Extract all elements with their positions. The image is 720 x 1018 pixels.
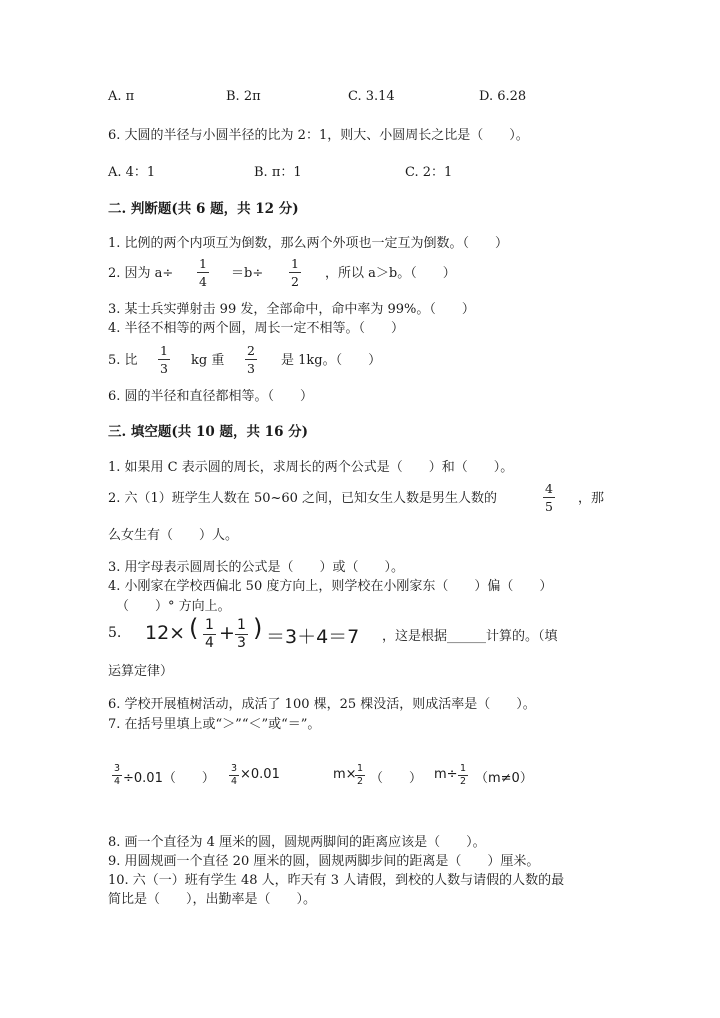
fraction-denominator: 3 [237,635,246,651]
fraction-denominator: 4 [231,776,238,787]
s2-q5-pre: 5. 比 [108,353,138,368]
fraction-numerator: 3 [231,763,238,774]
s3-q5-fraction-1 [203,618,216,651]
s3-q7-e1-op: ÷0.01（ ） [123,771,215,786]
fraction-denominator: 4 [205,635,214,651]
s3-question-10-line-2: 简比是（ ），出勤率是（ ）。 [108,892,317,907]
s2-q2-post: ，所以 a＞b。（ ） [325,266,456,281]
s3-q2-line-2: 么女生有（ ）人。 [108,528,239,543]
option-b: B. 2π [226,89,261,104]
section-3-title: 三. 填空题(共 10 题，共 16 分) [108,424,309,440]
s3-q2-post: ，那 [578,491,605,506]
fraction-denominator: 3 [247,361,255,376]
fraction-bar [197,272,209,273]
fraction-numerator: 1 [357,763,364,774]
fraction-denominator: 2 [291,274,299,289]
q6-option-c: C. 2：1 [405,165,453,180]
fraction-denominator: 3 [160,361,168,376]
s3-q7-e3-op: （ ） [370,771,423,786]
fraction-numerator: 4 [545,481,553,496]
s3-q5-tail: ，这是根据______计算的。（填 [382,629,558,644]
s3-q2-pre: 2. 六（1）班学生人数在 50~60 之间，已知女生人数是男生人数的 [108,491,498,506]
fraction-numerator: 3 [114,763,121,774]
option-a: A. π [108,89,135,104]
s2-q2-mid: ＝b÷ [231,266,264,281]
s3-q5-number: 5. [108,625,122,641]
s2-q5-mid: kg 重 [191,353,225,368]
option-d: D. 6.28 [479,89,527,104]
s2-question-4: 4. 半径不相等的两个圆，周长一定不相等。（ ） [108,321,405,336]
s3-q5-expr-post: ＝3＋4＝7 [266,626,360,648]
s3-question-1: 1. 如果用 C 表示圆的周长，求周长的两个公式是（ ）和（ ）。 [108,460,514,475]
fraction-bar [245,359,257,360]
s2-q2-pre: 2. 因为 a÷ [108,266,174,281]
s3-question-7: 7. 在括号里填上或“＞”“＜”或“＝”。 [108,717,321,732]
plus-sign: + [219,622,235,644]
fraction-numerator: 1 [460,763,467,774]
s3-q7-e4-pre: m÷ [434,767,458,782]
s3-question-3: 3. 用字母表示圆周长的公式是（ ）或（ ）。 [108,560,405,575]
s3-q7-e4-fraction [458,764,468,787]
fraction-numerator: 1 [205,617,214,633]
s2-q5-post: 是 1kg。（ ） [281,353,382,368]
fraction-denominator: 4 [199,274,207,289]
fraction-numerator: 2 [247,343,255,358]
q6-option-a: A. 4：1 [108,165,156,180]
s3-q7-e4-op: （m≠0） [475,771,533,786]
right-parenthesis: ) [253,614,263,642]
option-c: C. 3.14 [348,89,395,104]
s2-question-3: 3. 某士兵实弹射击 99 发，全部命中，命中率为 99%。（ ） [108,302,475,317]
s3-q7-e3-fraction [355,764,365,787]
section-2-title: 二. 判断题(共 6 题，共 12 分) [108,201,299,217]
fraction-denominator: 2 [357,776,364,787]
s3-question-10-line-1: 10. 六（一）班有学生 48 人，昨天有 3 人请假，到校的人数与请假的人数的最 [108,873,565,888]
s2-q5-fraction-1 [158,343,170,376]
s3-question-4-line-2: （ ）° 方向上。 [116,599,231,614]
fraction-bar [543,497,555,498]
fraction-numerator: 1 [160,343,168,358]
fraction-numerator: 1 [291,256,299,271]
s3-q7-e2-fraction [229,764,239,787]
s3-q5-bracket-group [189,614,269,654]
s3-q5-fraction-2 [235,618,248,651]
s3-question-9: 9. 用圆规画一个直径 20 厘米的圆，圆规两脚步间的距离是（ ）厘米。 [108,854,540,869]
s3-q7-e1-fraction [112,764,122,787]
s3-q7-e2-op: ×0.01 [240,767,280,782]
s3-question-6: 6. 学校开展植树活动，成活了 100 棵，25 棵没活，则成活率是（ ）。 [108,697,536,712]
s2-q5-fraction-2 [245,343,257,376]
left-parenthesis: ( [189,614,199,642]
fraction-bar [158,359,170,360]
s3-q5-line-2: 运算定律） [108,664,174,679]
fraction-numerator: 1 [199,256,207,271]
fraction-denominator: 4 [114,776,121,787]
s3-q7-e3-pre: m× [333,767,357,782]
s3-question-8: 8. 画一个直径为 4 厘米的圆，圆规两脚间的距离应该是（ ）。 [108,835,486,850]
q6-option-b: B. π：1 [254,165,302,180]
fraction-denominator: 5 [545,499,553,514]
s2-q2-fraction-2 [289,256,301,289]
s2-question-6: 6. 圆的半径和直径都相等。（ ） [108,389,314,404]
s3-q2-fraction [543,481,555,514]
s3-question-4-line-1: 4. 小刚家在学校西偏北 50 度方向上，则学校在小刚家东（ ）偏（ ） [108,579,553,594]
fraction-denominator: 2 [460,776,467,787]
s2-q2-fraction-1 [197,256,209,289]
question-6-text: 6. 大圆的半径与小圆半径的比为 2：1，则大、小圆周长之比是（ ）。 [108,128,529,143]
fraction-bar [289,272,301,273]
s3-q5-expr-pre: 12× [145,622,186,644]
fraction-numerator: 1 [237,617,246,633]
s2-question-1: 1. 比例的两个内项互为倒数，那么两个外项也一定互为倒数。（ ） [108,236,509,251]
